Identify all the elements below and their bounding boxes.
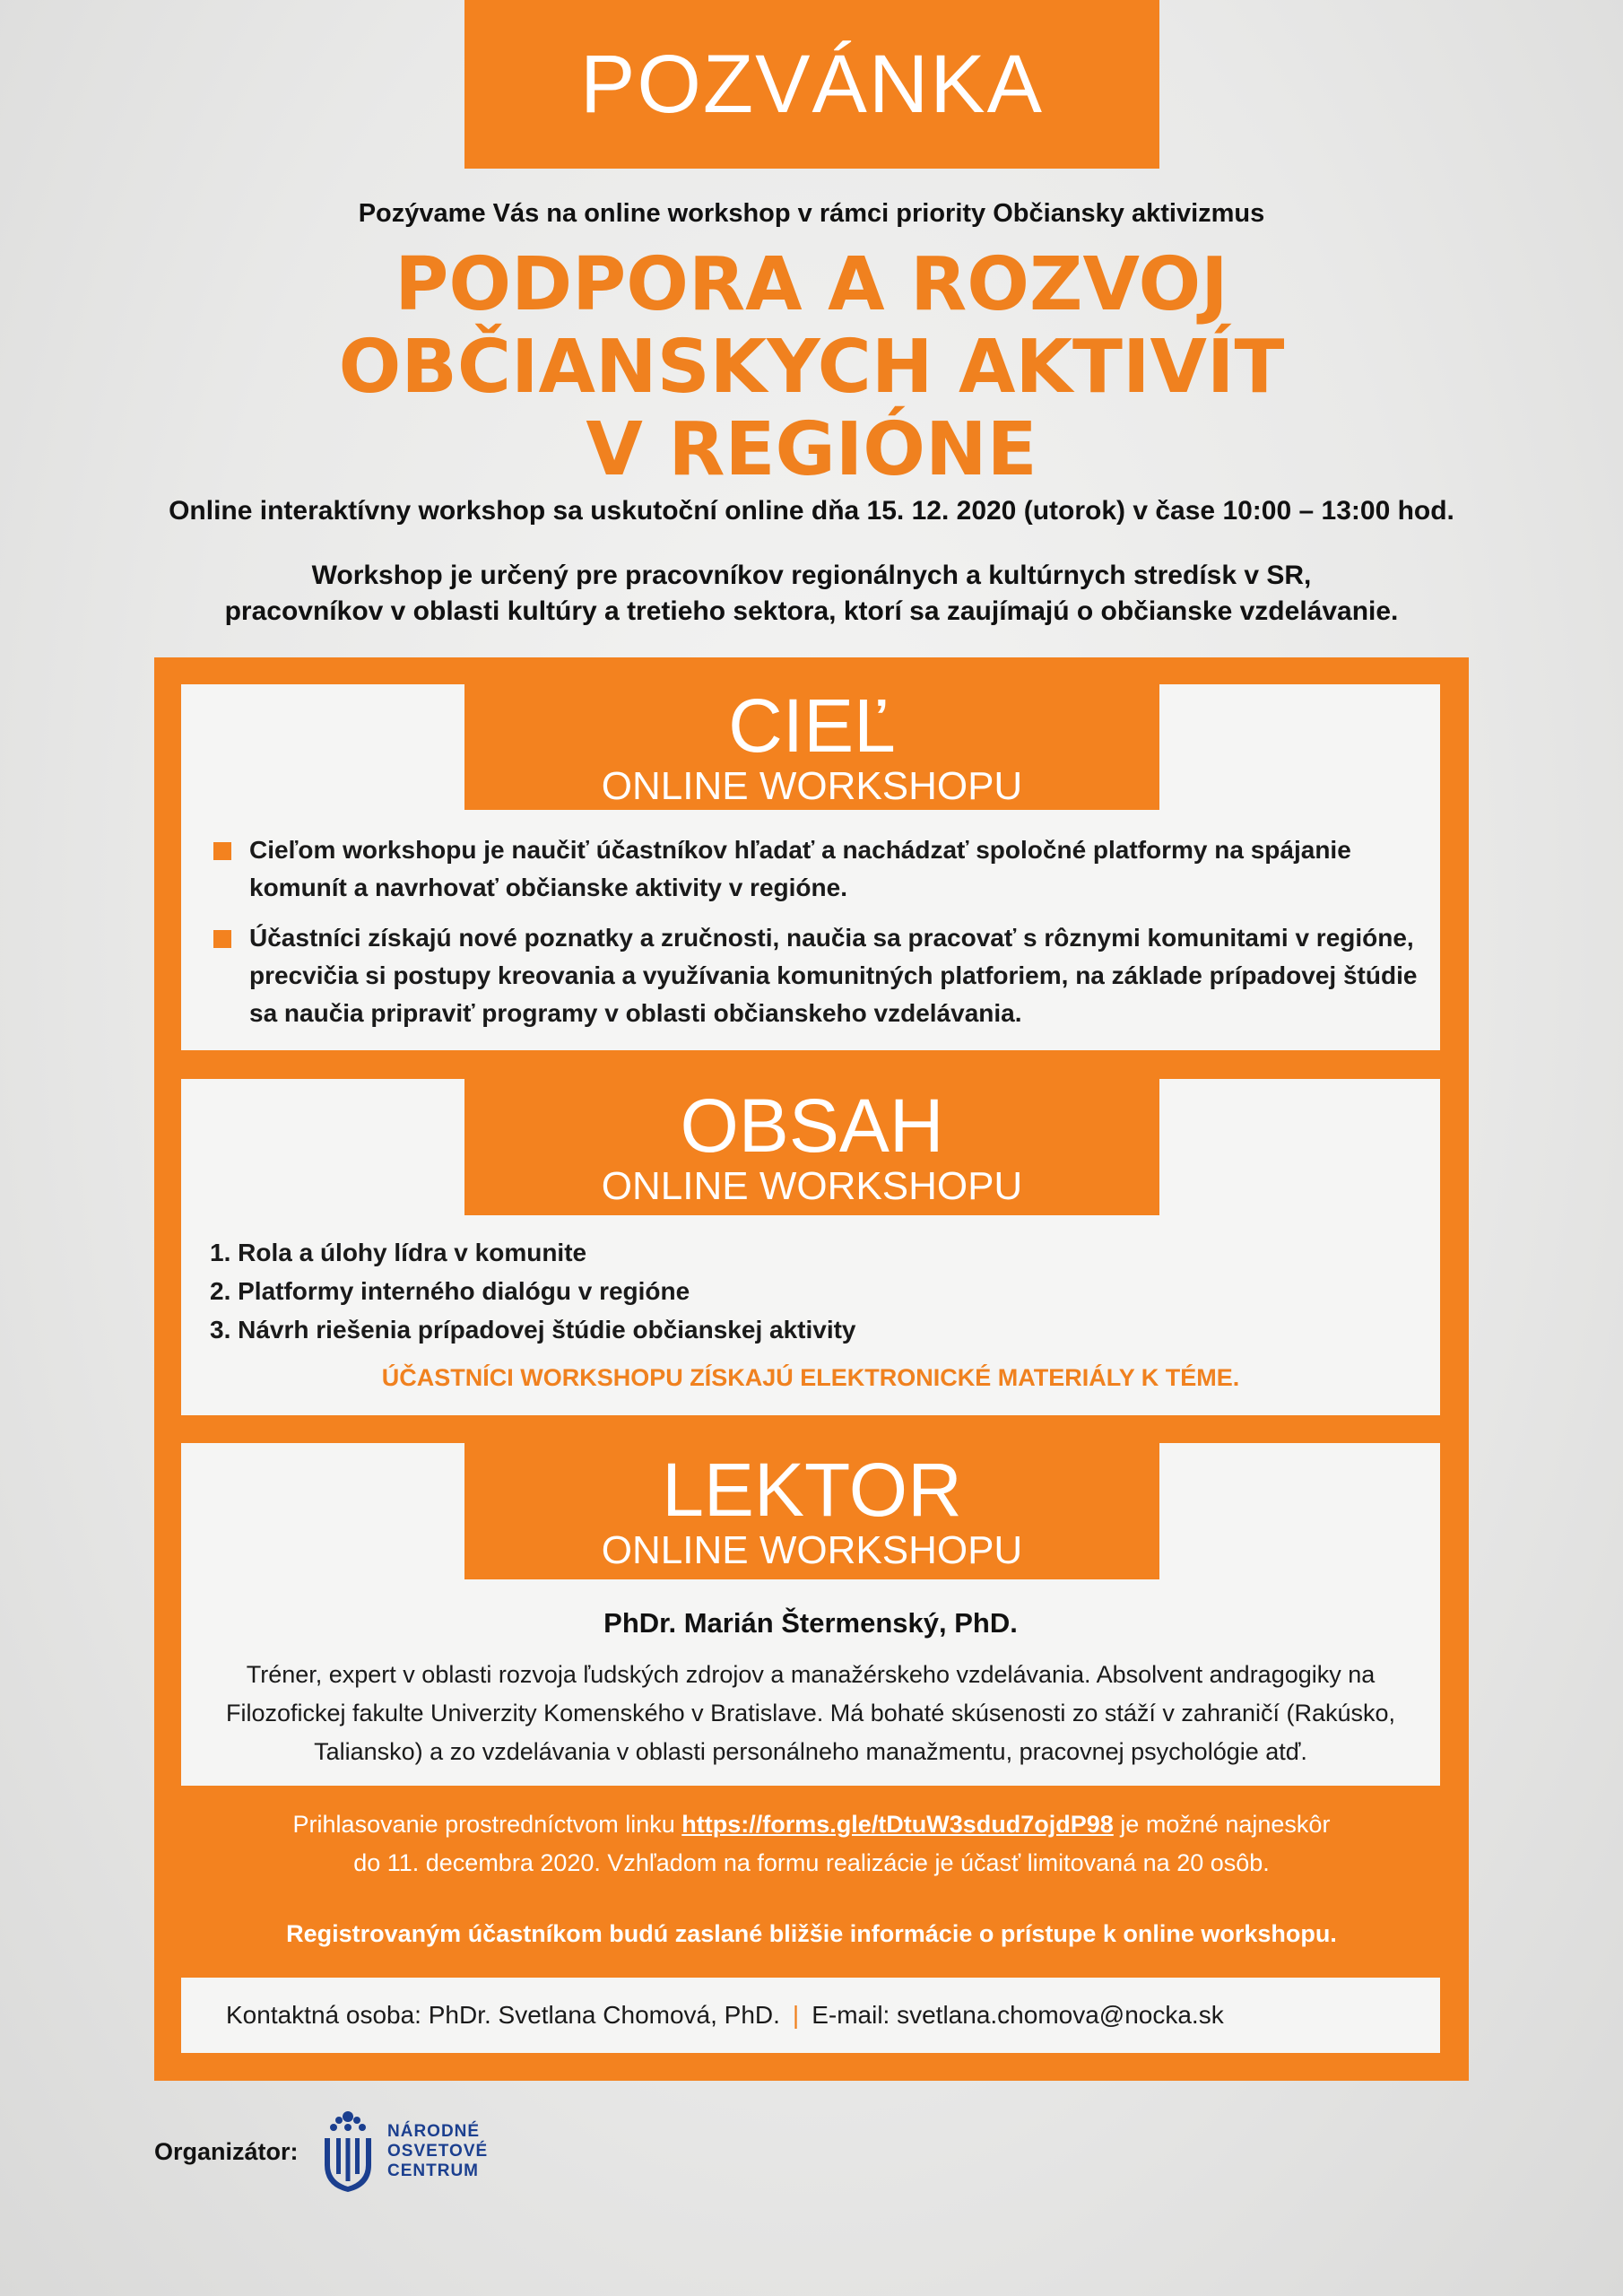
content-header [464,1079,1159,1215]
target-audience [0,558,1623,630]
lecturer-panel [181,1443,1440,1786]
invitation-label: POZVÁNKA [579,38,1044,130]
main-title [0,244,1623,491]
content-panel [181,1079,1440,1415]
content-list [210,1233,856,1349]
contact-bar [181,1978,1440,2053]
organizer-logo [319,2108,488,2196]
list-item: 1. Rola a úlohy lídra v komunite [210,1239,587,1266]
registration-text: Prihlasovanie prostredníctvom linku https://forms.gle/tDtuW3sdud7ojdP98 je možné najneskôr do 11. decembra 2020. Vzhľadom na formu realizácie je účasť limitovaná na 20 osôb. [292,1811,1331,1876]
main-title-line: PODPORA A ROZVOJ [395,242,1228,327]
materials-note: ÚČASTNÍCI WORKSHOPU ZÍSKAJÚ ELEKTRONICKÉ MATERIÁLY K TÉME. [381,1364,1240,1391]
lecturer-bio: Tréner, expert v oblasti rozvoja ľudských zdrojov a manažérskeho vzdelávania. Absolvent andragogiky na Filozofickej fakulte Univerzity Komenského v Bratislave. Má bohaté skúsenosti zo stáží v zahraničí (Rakúsko, Taliansko) a zo vzdelávania v oblasti personálneho manažmentu, pracovnej psychológie atď. [225,1661,1396,1765]
event-date-text: Online interaktívny workshop sa uskutoční online dňa 15. 12. 2020 (utorok) v čase 10:00 – 13:00 hod. [169,496,1454,526]
goal-list [213,831,1422,1045]
list-item: 3. Návrh riešenia prípadovej štúdie občianskej aktivity [210,1316,856,1344]
registration-info: Registrovaným účastníkom budú zaslané bližšie informácie o prístupe k online workshopu. [286,1920,1337,1947]
noc-logo-icon [319,2108,377,2196]
main-title-line: V REGIÓNE [586,407,1037,492]
bullet-square-icon [213,930,231,948]
goal-title: CIEĽ [728,683,896,768]
contact-email[interactable]: E-mail: svetlana.chomova@nocka.sk [812,2001,1224,2029]
list-item: Cieľom workshopu je naučiť účastníkov hľadať a nachádzať spoločné platformy na spájanie komunít a navrhovať občianske aktivity v regióne. [213,831,1422,907]
list-item: 2. Platformy interného dialógu v regióne [210,1277,690,1305]
logo-wordmark: NÁRODNÉ OSVETOVÉ CENTRUM [387,2122,489,2180]
target-line: pracovníkov v oblasti kultúry a tretieho sektora, ktorí sa zaujímajú o občianske vzdelávanie. [224,596,1399,626]
goal-header [464,684,1159,810]
lecturer-name: PhDr. Marián Štermenský, PhD. [603,1607,1018,1639]
target-line: Workshop je určený pre pracovníkov regionálnych a kultúrnych stredísk v SR, [311,561,1312,590]
info-frame [154,657,1469,2081]
main-title-line: OBČIANSKYCH AKTIVÍT [338,325,1285,410]
bullet-square-icon [213,842,231,860]
content-subtitle: ONLINE WORKSHOPU [601,1164,1023,1208]
intro-text: Pozývame Vás na online workshop v rámci priority Občiansky aktivizmus [358,199,1265,228]
registration-link[interactable]: https://forms.gle/tDtuW3sdud7ojdP98 [681,1811,1114,1838]
invitation-banner [464,0,1159,169]
lecturer-title: LEKTOR [662,1448,962,1532]
goal-panel [181,684,1440,1050]
goal-subtitle: ONLINE WORKSHOPU [601,764,1023,808]
content-title: OBSAH [680,1083,944,1168]
contact-person: Kontaktná osoba: PhDr. Svetlana Chomová, PhD. [226,2001,780,2029]
contact-separator: | [792,2001,800,2029]
lecturer-subtitle: ONLINE WORKSHOPU [601,1528,1023,1572]
list-item: Účastníci získajú nové poznatky a zručnosti, naučia sa pracovať s rôznymi komunitami v regióne, precvičia si postupy kreovania a využívania komunitných platforiem, na základe prípadovej štúdie sa naučia pripraviť programy v oblasti občianskeho vzdelávania. [213,919,1422,1032]
lecturer-header [464,1443,1159,1579]
organizer-label: Organizátor: [154,2138,299,2165]
